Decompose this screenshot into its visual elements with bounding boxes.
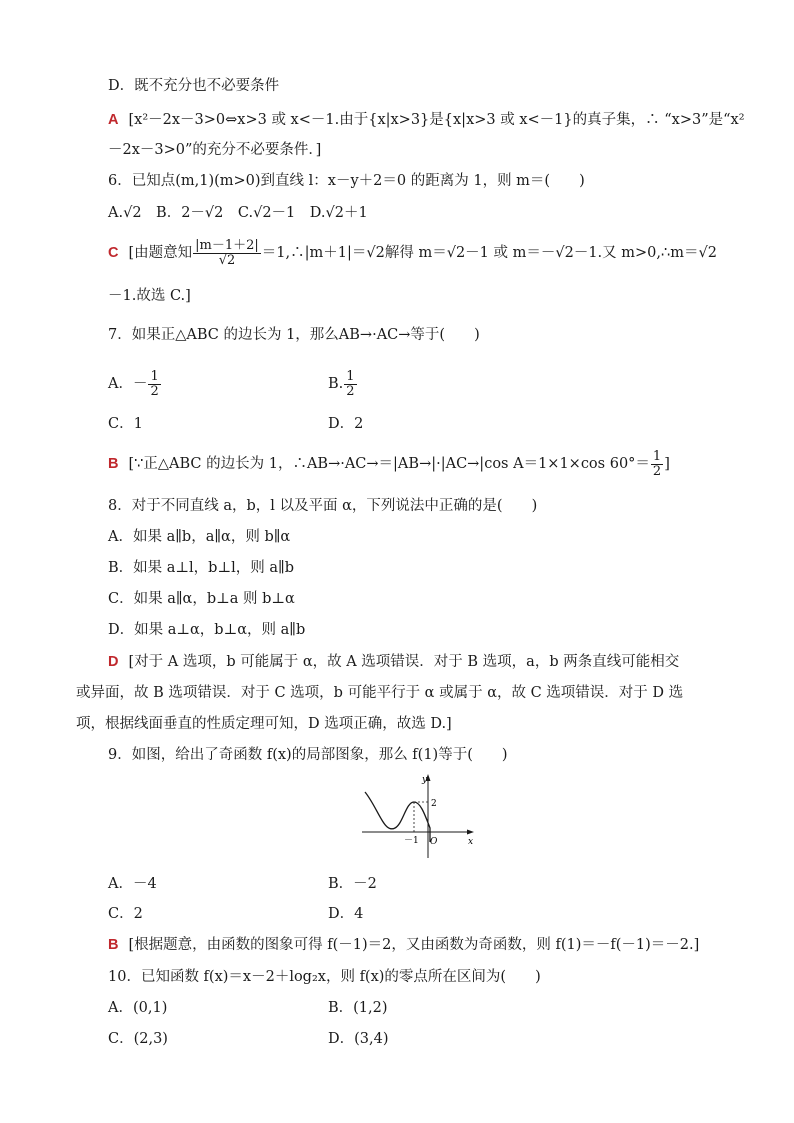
q9-option-c: C．2 [108, 906, 143, 922]
q6-solution-post: ＝1,∴|m＋1|＝√2解得 m＝√2－1 或 m＝－√2－1.又 m>0,∴m＝√2 [261, 245, 717, 261]
q7-option-b-label: B. [328, 376, 344, 392]
y-axis-label: y [422, 775, 428, 785]
q8-option-d: D．如果 a⊥α，b⊥α，则 a∥b [108, 622, 306, 638]
q8-option-a: A．如果 a∥b，a∥α，则 b∥α [108, 529, 291, 545]
q10-option-c: C．(2,3) [108, 1031, 168, 1047]
q6-answer-letter: C [108, 245, 119, 261]
q7-solution-fraction [651, 450, 663, 479]
q5-option-d: D．既不充分也不必要条件 [108, 78, 280, 94]
q9-stem: 9．如图，给出了奇函数 f(x)的局部图象，那么 f(1)等于( ) [108, 747, 508, 763]
origin-label: O [430, 837, 438, 847]
q7-option-b-fraction [344, 370, 356, 399]
q7-solution-text: [∵正△ABC 的边长为 1，∴AB→·AC→＝|AB→|·|AC→|cos A＝1×1×cos 60°＝ [128, 456, 650, 472]
q5-solution-line2: －2x－3>0”的充分不必要条件．] [108, 142, 322, 158]
q7-a-den: 2 [150, 383, 159, 399]
q6-options: A.√2 B．2－√2 C.√2－1 D.√2＋1 [108, 205, 368, 221]
q6-solution-line2: －1.故选 C.] [108, 288, 191, 304]
q7-option-d: D．2 [328, 416, 364, 432]
q7-a-num: 1 [150, 368, 159, 384]
q7-solution [108, 446, 670, 482]
q10-option-a: A．(0,1) [108, 1000, 168, 1016]
q8-stem: 8．对于不同直线 a，b，l 以及平面 α，下列说法中正确的是( ) [108, 498, 538, 514]
q7-sol-num: 1 [652, 448, 662, 464]
function-curve [365, 792, 430, 842]
q6-frac-numerator: |m－1＋2| [195, 237, 259, 253]
q5-solution-line1 [108, 110, 745, 130]
q8-option-c: C．如果 a∥α，b⊥a 则 b⊥α [108, 591, 295, 607]
x-axis-label: x [468, 837, 474, 847]
q6-frac-denominator: √2 [218, 252, 236, 268]
q9-option-b: B．－2 [328, 876, 377, 892]
q9-option-d: D．4 [328, 906, 364, 922]
q7-b-num: 1 [346, 368, 355, 384]
x-axis-arrow [467, 830, 474, 835]
q7-option-a-fraction [148, 370, 160, 399]
q8-option-b: B．如果 a⊥l，b⊥l，则 a∥b [108, 560, 294, 576]
q9-solution-text: [根据题意，由函数的图象可得 f(－1)＝2，又由函数为奇函数，则 f(1)＝－f(－1)＝－2.] [128, 937, 700, 953]
q9-solution [108, 935, 699, 955]
q7-answer-letter: B [108, 456, 119, 472]
q6-solution-pre: [由题意知 [128, 245, 193, 261]
q7-sol-den: 2 [652, 463, 662, 479]
q6-solution-fraction [193, 239, 261, 268]
q7-option-a [108, 366, 162, 402]
q7-option-c: C．1 [108, 416, 143, 432]
q6-solution-line1 [108, 236, 717, 270]
q8-solution-line2: 或异面，故 B 选项错误．对于 C 选项，b 可能平行于 α 或属于 α，故 C 选项错误．对于 D 选 [76, 685, 684, 701]
q7-stem: 7．如果正△ABC 的边长为 1，那么AB→·AC→等于( ) [108, 327, 480, 343]
q7-option-a-label: A．－ [108, 376, 148, 392]
q8-solution-text: [对于 A 选项，b 可能属于 α，故 A 选项错误．对于 B 选项，a，b 两条直线可能相交 [128, 654, 680, 670]
q5-solution-text: [x²－2x－3>0⇔x>3 或 x<－1.由于{x|x>3}是{x|x>3 或 x<－1}的真子集，∴ “x>3”是“x² [128, 112, 745, 128]
q10-option-b: B．(1,2) [328, 1000, 388, 1016]
q9-function-graph [362, 772, 474, 858]
x-tick-neg1: －1 [404, 836, 419, 846]
q7-b-den: 2 [346, 383, 355, 399]
q10-stem: 10．已知函数 f(x)＝x－2＋log₂x，则 f(x)的零点所在区间为( ) [108, 969, 541, 985]
q7-option-b [328, 366, 358, 402]
q8-solution-line3: 项，根据线面垂直的性质定理可知，D 选项正确，故选 D.] [76, 716, 452, 732]
q9-option-a: A．－4 [108, 876, 157, 892]
q6-stem: 6．已知点(m,1)(m>0)到直线 l：x－y＋2＝0 的距离为 1，则 m＝( ) [108, 173, 585, 189]
y-tick-2: 2 [431, 799, 437, 809]
q7-solution-end: ] [664, 456, 670, 472]
q9-answer-letter: B [108, 937, 119, 953]
q5-answer-letter: A [108, 112, 119, 128]
q8-answer-letter: D [108, 654, 119, 670]
q8-solution-line1 [108, 652, 679, 672]
q10-option-d: D．(3,4) [328, 1031, 389, 1047]
